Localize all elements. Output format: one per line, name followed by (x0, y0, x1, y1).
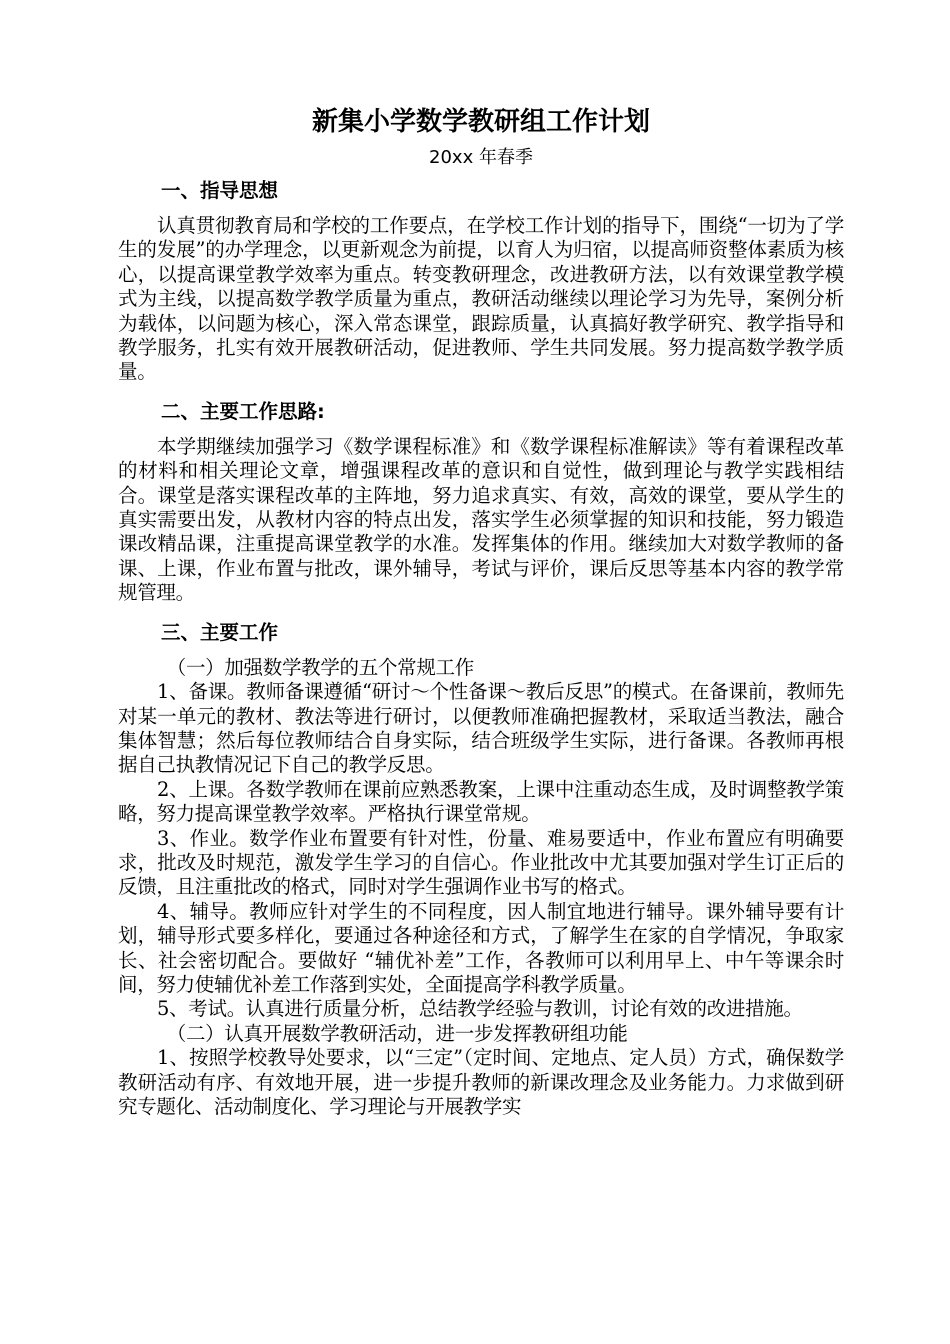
paragraph: 本学期继续加强学习《数学课程标准》和《数学课程标准解读》等有着课程改革的材料和相关理论文章，增强课程改革的意识和自觉性，做到理论与教学实践相结合。课堂是落实课程改革的主阵地，努力追求真实、有效，高效的课堂，要从学生的真实需要出发，从教材内容的特点出发，落实学生必须掌握的知识和技能，努力锻造课改精品课，注重提高课堂教学的水准。发挥集体的作用。继续加大对数学教师的备课、上课，作业布置与批改，课外辅导，考试与评价，课后反思等基本内容的教学常规管理。 (118, 434, 844, 605)
list-item: 2、上课。各数学教师在课前应熟悉教案，上课中注重动态生成，及时调整教学策略，努力提高课堂教学效率。严格执行课堂常规。 (118, 777, 844, 826)
document-subtitle: 20xx 年春季 (429, 147, 533, 168)
list-item: 1、按照学校教导处要求，以“三定”（定时间、定地点、定人员）方式，确保数学教研活动有序、有效地开展，进一步提升教师的新课改理念及业务能力。力求做到研究专题化、活动制度化、学习理论与开展教学实 (118, 1046, 844, 1118)
list-item: 4、辅导。教师应针对学生的不同程度，因人制宜地进行辅导。课外辅导要有计划，辅导形式要多样化，要通过各种途径和方式，了解学生在家的自学情况，争取家长、社会密切配合。要做好 “辅优补差”工作，各教师可以利用早上、中午等课余时间，努力使辅优补差工作落到实处，全面提高学科教学质量。 (118, 899, 844, 996)
list-item: 3、作业。数学作业布置要有针对性，份量、难易要适中，作业布置应有明确要求，批改及时规范，激发学生学习的自信心。作业批改中尤其要加强对学生订正后的反馈，且注重批改的格式，同时对学生强调作业书写的格式。 (118, 826, 844, 899)
list-item: 1、备课。教师备课遵循“研讨～个性备课～教后反思”的模式。在备课前，教师先对某一单元的教材、教法等进行研讨，以便教师准确把握教材，采取适当教法，融合集体智慧；然后每位教师结合自身实际，结合班级学生实际，进行备课。各教师再根据自己执教情况记下自己的教学反思。 (118, 680, 844, 777)
section-heading-main-ideas: 二、主要工作思路: (161, 399, 325, 423)
list-item: 5、考试。认真进行质量分析，总结教学经验与教训，讨论有效的改进措施。 (157, 997, 803, 1021)
document-title: 新集小学数学教研组工作计划 (311, 107, 650, 137)
paragraph: 认真贯彻教育局和学校的工作要点，在学校工作计划的指导下，围绕“一切为了学生的发展”的办学理念，以更新观念为前提，以育人为归宿，以提高师资整体素质为核心，以提高课堂教学效率为重点。转变教研理念，改进教研方法，以有效课堂教学模式为主线，以提高数学教学质量为重点，教研活动继续以理论学习为先导，案例分析为载体，以问题为核心，深入常态课堂，跟踪质量，认真搞好教学研究、教学指导和教学服务，扎实有效开展教研活动，促进教师、学生共同发展。努力提高数学教学质量。 (118, 214, 844, 384)
section-heading-guiding-ideology: 一、指导思想 (161, 179, 279, 202)
document-page (118, 104, 844, 1119)
section-heading-main-work: 三、主要工作 (161, 620, 279, 644)
subsection-heading: （一）加强数学教学的五个常规工作 (166, 655, 474, 679)
subsection-heading: （二）认真开展数学教研活动，进一步发挥教研组功能 (166, 1021, 628, 1045)
